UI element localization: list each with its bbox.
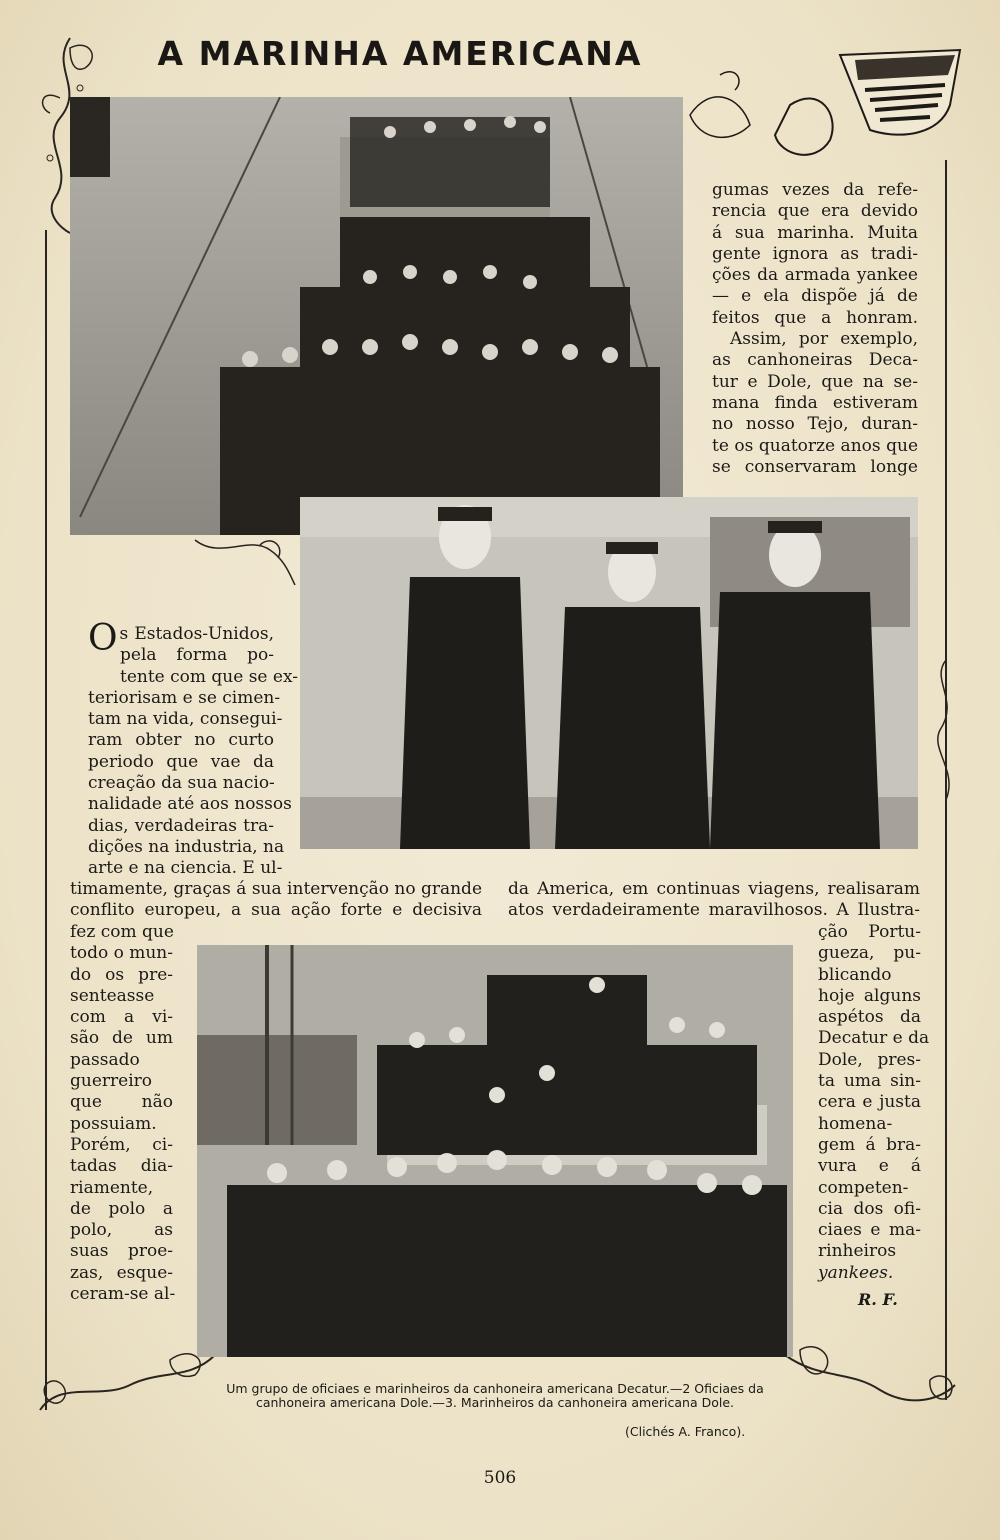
text-line: polo, as xyxy=(70,1220,173,1241)
text-line: teriorisam e se cimen- xyxy=(88,687,281,708)
right-border-rule xyxy=(930,160,960,1400)
text-line: da America, em continuas viagens, realisaram xyxy=(508,879,920,899)
text-line: competen- xyxy=(818,1177,909,1198)
text-line: periodo que vae da xyxy=(88,751,274,772)
page-number: 506 xyxy=(483,1468,517,1488)
left-border-rule xyxy=(36,230,56,1410)
photo-credit: (Clichés A. Franco). xyxy=(625,1424,746,1439)
narrow-right-text xyxy=(818,922,930,1284)
text-line: conflito europeu, a sua ação forte e decisiva xyxy=(70,900,482,921)
text-line: vura e á xyxy=(818,1156,921,1177)
photo-sailors-on-deck xyxy=(70,97,683,535)
text-line: são de um xyxy=(70,1028,173,1049)
text-line: dias, verdadeiras tra- xyxy=(88,815,274,836)
text-line: tadas dia- xyxy=(70,1156,173,1177)
text-line: de polo a xyxy=(70,1198,173,1219)
text-line: gumas vezes da refe- xyxy=(712,180,918,200)
text-line: ções da armada yankee xyxy=(712,265,918,286)
text-line: ram obter no curto xyxy=(88,730,274,751)
text-line: cera e justa xyxy=(818,1092,921,1113)
text-line: ceram-se al- xyxy=(70,1284,176,1305)
text-line: s Estados-Unidos, xyxy=(119,624,274,644)
text-line: ta uma sin- xyxy=(818,1071,921,1092)
text-line: ciaes e ma- xyxy=(818,1220,921,1241)
photo-three-officers xyxy=(300,497,918,849)
text-line: gueza, pu- xyxy=(818,943,921,964)
left-column-text xyxy=(88,618,298,880)
text-line: as canhoneiras Deca- xyxy=(712,350,918,371)
ribbon-ornament xyxy=(190,530,300,590)
text-line: passado xyxy=(70,1049,140,1070)
text-line: atos verdadeiramente maravilhosos. A Ilustra- xyxy=(508,900,920,921)
text-line: homena- xyxy=(818,1113,893,1134)
text-line: todo o mun- xyxy=(70,943,173,964)
author-signature: R. F. xyxy=(858,1290,898,1309)
text-line: hoje alguns xyxy=(818,985,921,1006)
text-line: yankees. xyxy=(818,1262,894,1283)
narrow-left-text xyxy=(70,922,176,1305)
text-line: te os quatorze anos que xyxy=(712,435,918,456)
wide-left-text xyxy=(70,879,482,922)
text-line: cia dos ofi- xyxy=(818,1198,921,1219)
text-line: — e ela dispõe já de xyxy=(712,286,918,307)
text-line: feitos que a honram. xyxy=(712,307,918,328)
drop-cap: O xyxy=(88,618,118,659)
text-line: aspétos da xyxy=(818,1007,921,1028)
text-line: que não xyxy=(70,1092,173,1113)
text-line: blicando xyxy=(818,964,892,985)
text-line: com a vi- xyxy=(70,1007,173,1028)
right-column-text xyxy=(712,180,918,478)
text-line: suas proe- xyxy=(70,1241,173,1262)
text-line: fez com que xyxy=(70,922,174,942)
text-line: tur e Dole, que na se- xyxy=(712,371,918,392)
text-line: Assim, por exemplo, xyxy=(730,329,918,350)
text-line: Dole, pres- xyxy=(818,1049,921,1070)
text-line: possuiam. xyxy=(70,1113,157,1134)
photo-sailors-group xyxy=(197,945,793,1357)
text-line: guerreiro xyxy=(70,1071,153,1092)
floral-ornament-bottom-right xyxy=(780,1340,960,1420)
text-line: á sua marinha. Muita xyxy=(712,222,918,243)
text-line: ção Portu- xyxy=(818,922,921,942)
text-line: pela forma po- xyxy=(120,645,274,666)
floral-ornament-bottom-left xyxy=(30,1340,220,1420)
text-line: rencia que era devido xyxy=(712,201,918,222)
text-line: tente com que se ex- xyxy=(120,666,298,687)
page-title: A MARINHA AMERICANA xyxy=(157,34,643,73)
text-line: zas, esque- xyxy=(70,1262,173,1283)
text-line: mana finda estiveram xyxy=(712,392,918,413)
photo-caption: Um grupo de oficiaes e marinheiros da canhoneira americana Decatur.—2 Oficiaes da canhoneira americana Dole.—3. Marinheiros da canhoneira americana Dole. xyxy=(226,1381,764,1410)
text-line: rinheiros xyxy=(818,1241,897,1262)
text-line: nalidade até aos nossos xyxy=(88,794,292,815)
text-line: tam na vida, consegui- xyxy=(88,709,283,730)
text-line: Decatur e da xyxy=(818,1028,930,1049)
text-line: dições na industria, na xyxy=(88,836,285,857)
text-line: gem á bra- xyxy=(818,1134,921,1155)
wide-right-text xyxy=(508,879,920,922)
text-line: se conservaram longe xyxy=(712,456,918,477)
text-line: riamente, xyxy=(70,1177,154,1198)
text-line: do os pre- xyxy=(70,964,173,985)
text-line: no nosso Tejo, duran- xyxy=(712,414,918,435)
flag-shield-emblem xyxy=(680,45,970,165)
text-line: gente ignora as tradi- xyxy=(712,243,918,264)
text-line: arte e na ciencia. E ul- xyxy=(88,858,283,879)
text-line: timamente, graças á sua intervenção no grande xyxy=(70,879,482,899)
text-line: creação da sua nacio- xyxy=(88,773,275,794)
text-line: senteasse xyxy=(70,985,155,1006)
text-line: Porém, ci- xyxy=(70,1134,173,1155)
